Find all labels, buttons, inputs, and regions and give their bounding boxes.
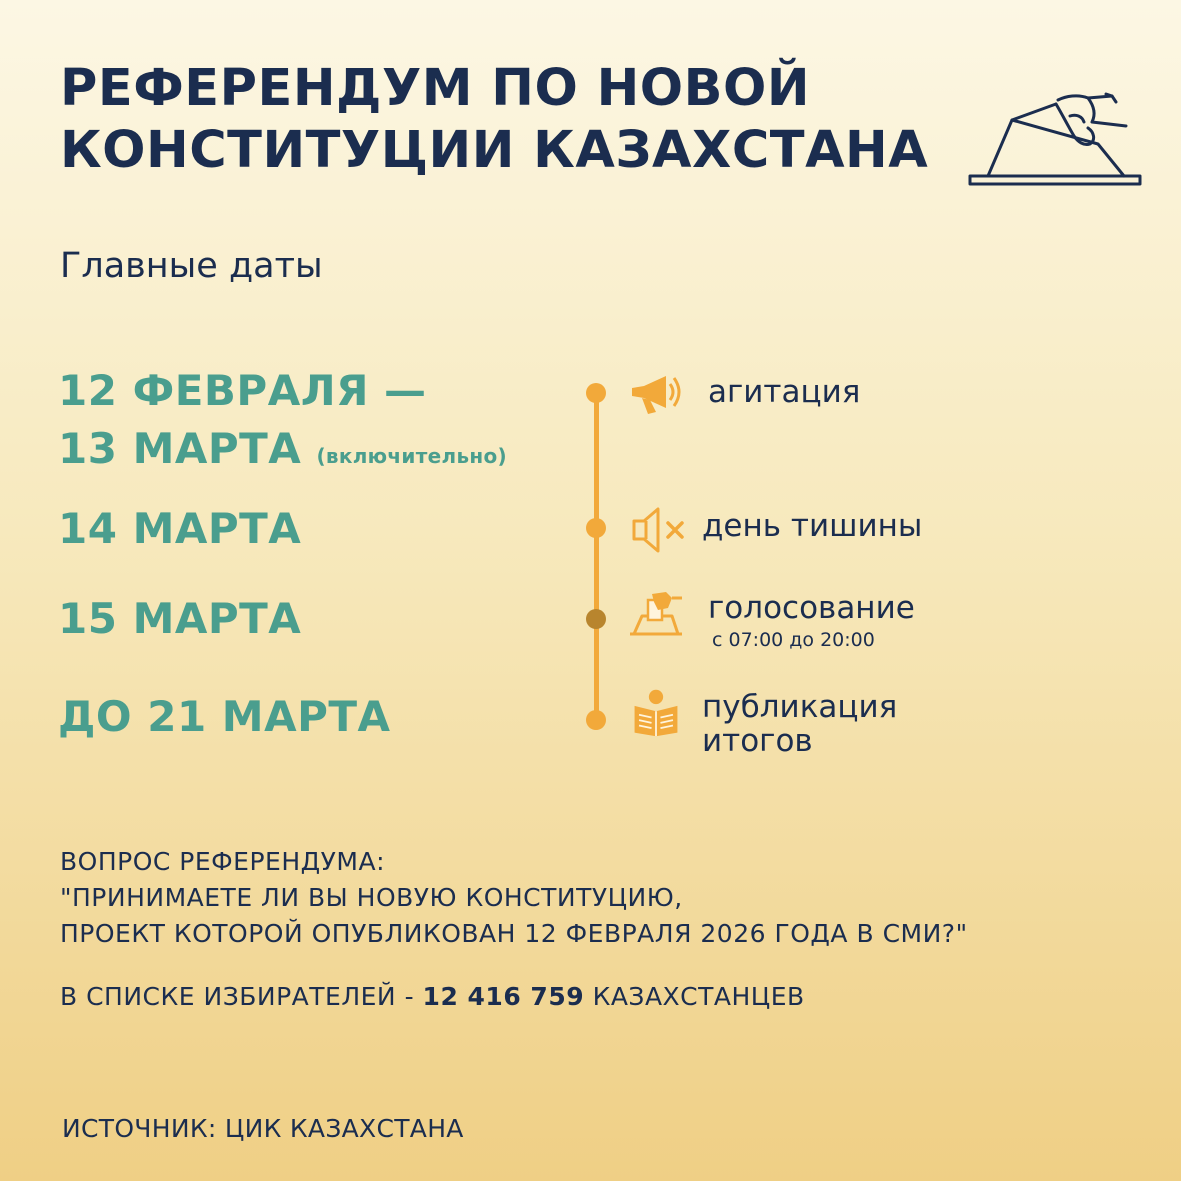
megaphone-icon	[628, 370, 684, 420]
voters-suffix: КАЗАХСТАНЦЕВ	[584, 982, 805, 1011]
page-title-line-1: РЕФЕРЕНДУМ ПО НОВОЙ	[60, 59, 811, 118]
event-voting-hours: с 07:00 до 20:00	[712, 629, 875, 651]
date-agitation-end-text: 13 МАРТА	[58, 424, 302, 473]
timeline-dot-results	[586, 710, 606, 730]
date-inclusive-note: (включительно)	[316, 444, 507, 468]
event-label-results-line-2: итогов	[702, 723, 813, 759]
ballot-hand-icon	[966, 92, 1146, 192]
page-title	[60, 58, 960, 182]
page-title-line-2: КОНСТИТУЦИИ КАЗАХСТАНА	[60, 121, 929, 180]
source-note: ИСТОЧНИК: ЦИК КАЗАХСТАНА	[62, 1114, 464, 1143]
muted-speaker-icon	[630, 505, 686, 555]
voters-count: 12 416 759	[422, 982, 585, 1011]
date-silence-day: 14 МАРТА	[58, 504, 302, 553]
subtitle: Главные даты	[60, 246, 323, 286]
referendum-question	[60, 844, 1140, 952]
date-results: ДО 21 МАРТА	[58, 692, 391, 741]
question-text-line-2: ПРОЕКТ КОТОРОЙ ОПУБЛИКОВАН 12 ФЕВРАЛЯ 2026 ГОДА В СМИ?"	[60, 919, 968, 948]
timeline-dot-silence	[586, 518, 606, 538]
timeline-dot-agitation	[586, 383, 606, 403]
newspaper-reader-icon	[628, 688, 684, 738]
event-label-voting: голосование	[708, 590, 915, 626]
question-heading: ВОПРОС РЕФЕРЕНДУМА:	[60, 847, 386, 876]
date-agitation-end	[58, 424, 507, 473]
event-label-silence: день тишины	[702, 508, 923, 544]
date-voting-day: 15 МАРТА	[58, 594, 302, 643]
voters-count-statement	[60, 982, 805, 1011]
question-text-line-1: "ПРИНИМАЕТЕ ЛИ ВЫ НОВУЮ КОНСТИТУЦИЮ,	[60, 883, 683, 912]
timeline-dot-voting	[586, 609, 606, 629]
event-label-agitation: агитация	[708, 374, 861, 410]
timeline-line	[594, 392, 599, 720]
date-agitation-start: 12 ФЕВРАЛЯ —	[58, 366, 427, 415]
voters-prefix: В СПИСКЕ ИЗБИРАТЕЛЕЙ -	[60, 982, 423, 1011]
ballot-box-icon	[628, 590, 684, 640]
event-label-results-line-1: публикация	[702, 689, 898, 725]
